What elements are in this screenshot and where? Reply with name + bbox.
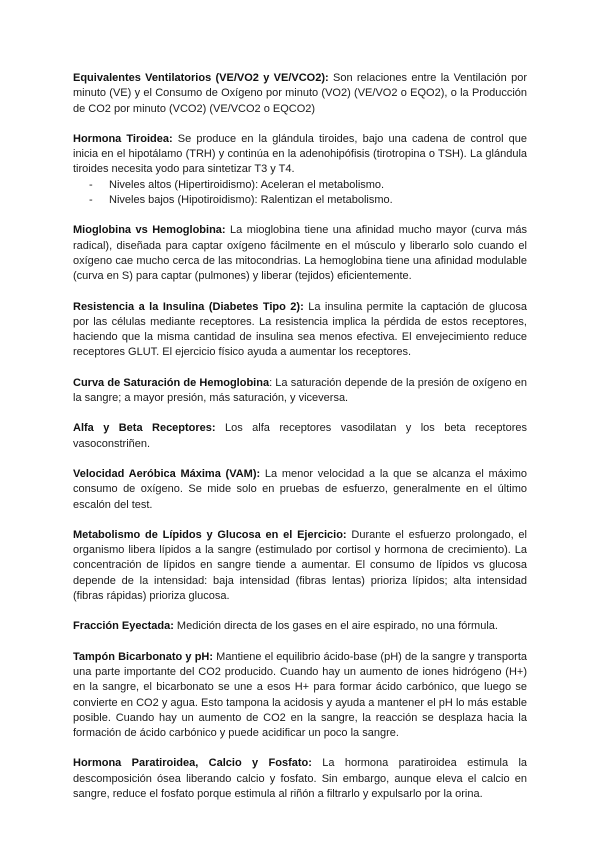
section-heading: Hormona Paratiroidea, Calcio y Fosfato: <box>73 757 312 770</box>
section-thyroid-hormone <box>73 132 527 208</box>
dash-bullet-icon: - <box>89 178 93 191</box>
section-body: Mantiene el equilibrio ácido-base (pH) de la sangre y transporta una parte importante del CO2 producido. Cuando hay un aumento de iones hidrógeno (H+) en la sangre, el bicarbonato se une a esos H+ para formar ácido carbónico, que luego se convierte en CO2 y agua. Esto tampona la acidosis y ayuda a mantener el pH lo más estable posible. Cuando hay un aumento de CO2 en la sangre, la reacción se desplaza hacia la formación de ácido carbónico y puede acidificar un poco la sangre. <box>73 650 528 740</box>
section-body: Los alfa receptores vasodilatan y los beta receptores vasoconstriñen. <box>73 422 527 450</box>
section-vam <box>73 467 527 513</box>
section-heading: Resistencia a la Insulina (Diabetes Tipo 2): <box>73 300 304 313</box>
section-heading: Velocidad Aeróbica Máxima (VAM): <box>73 467 261 480</box>
list-item <box>73 193 527 208</box>
section-ventilatory-equivalents <box>73 71 527 117</box>
section-heading: Metabolismo de Lípidos y Glucosa en el Ejercicio: <box>73 528 347 541</box>
section-heading: Fracción Eyectada: <box>73 620 174 633</box>
section-body: Medición directa de los gases en el aire espirado, no una fórmula. <box>173 620 498 633</box>
section-ejection-fraction <box>73 619 527 634</box>
dash-bullet-icon: - <box>89 194 93 207</box>
section-insulin-resistance <box>73 300 527 361</box>
section-heading: Mioglobina vs Hemoglobina: <box>73 224 226 237</box>
section-body: La hormona paratiroidea estimula la descomposición ósea liberando calcio y fosfato. Sin embargo, aunque eleva el calcio en sangre, reduce el fosfato porque estimula al riñón a filtrarlo y expulsarlo por la orina. <box>73 757 528 800</box>
section-body: La insulina permite la captación de glucosa por las células mediante receptores. La resistencia implica la pérdida de estos receptores, haciendo que la misma cantidad de insulina sea menos efectiva. El envejecimiento reduce receptores GLUT. El ejercicio físico ayuda a aumentar los receptores. <box>73 300 527 359</box>
section-lipid-glucose-metabolism <box>73 528 527 604</box>
section-bicarbonate-buffer <box>73 650 527 742</box>
section-heading: Hormona Tiroidea: <box>73 132 173 145</box>
section-body: : La saturación depende de la presión de oxígeno en la sangre; a mayor presión, más saturación, y viceversa. <box>73 376 528 405</box>
list-item <box>73 178 527 193</box>
section-hemoglobin-saturation-curve <box>73 376 527 407</box>
section-parathyroid-hormone <box>73 756 527 802</box>
list-item-text: Niveles bajos (Hipotiroidismo): Ralentizan el metabolismo. <box>109 194 393 207</box>
list-item-text: Niveles altos (Hipertiroidismo): Aceleran el metabolismo. <box>109 178 385 191</box>
section-heading: Tampón Bicarbonato y pH: <box>73 650 214 663</box>
bullet-list <box>73 178 527 209</box>
section-body: Durante el esfuerzo prolongado, el organismo libera lípidos a la sangre (estimulado por cortisol y hormona de crecimiento). La concentración de lípidos en sangre tiende a aumentar. El consumo de lípidos vs glucosa depende de la intensidad: baja intensidad (fibras lentas) prioriza lípidos; alta intensidad (fibras rápidas) prioriza glucosa. <box>73 528 527 603</box>
section-heading: Alfa y Beta Receptores: <box>73 422 216 435</box>
section-body: La mioglobina tiene una afinidad mucho mayor (curva más radical), diseñada para captar oxígeno fácilmente en el músculo y liberarlo solo cuando el oxígeno cae mucho cerca de las mitocondrias. La hemoglobina tiene una afinidad modulable (curva en S) para captar (pulmones) y liberar (tejidos) eficientemente. <box>73 224 527 283</box>
section-heading: Curva de Saturación de Hemoglobina <box>73 376 270 389</box>
section-body: La menor velocidad a la que se alcanza el máximo consumo de oxígeno. Se mide solo en pruebas de esfuerzo, generalmente en el último escalón del test. <box>73 467 528 511</box>
section-body: Se produce en la glándula tiroides, bajo una cadena de control que inicia en el hipotálamo (TRH) y continúa en la adenohipófisis (tirotropina o TSH). La glándula tiroides necesita yodo para sintetizar T3 y T4. <box>73 132 527 176</box>
section-myoglobin-vs-hemoglobin <box>73 223 527 284</box>
section-body: Son relaciones entre la Ventilación por minuto (VE) y el Consumo de Oxígeno por minuto (VO2) (VE/VO2 o EQO2), o la Producción de CO2 por minuto (VCO2) (VE/VCO2 o EQCO2) <box>73 72 527 115</box>
section-alpha-beta-receptors <box>73 421 527 452</box>
section-heading: Equivalentes Ventilatorios (VE/VO2 y VE/VCO2): <box>73 72 329 84</box>
